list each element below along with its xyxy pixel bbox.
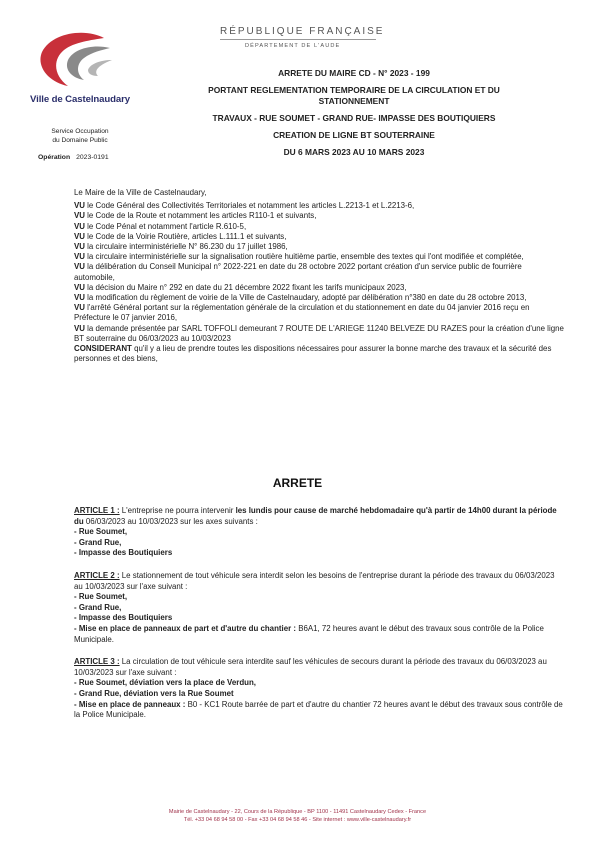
footer-address: Mairie de Castelnaudary - 22, Cours de la République - BP 1100 - 11491 Castelnaudary Cedex - France xyxy=(168,809,427,815)
header-divider xyxy=(220,39,376,40)
arrete-number: ARRETE DU MAIRE CD - N° 2023 - 199 xyxy=(278,68,430,78)
portant-line-2: STATIONNEMENT xyxy=(318,96,390,106)
article-2: ARTICLE 2 : Le stationnement de tout véhicule sera interdit selon les besoins de l'entreprise durant la période des travaux du 06/03/2023 au 10/03/2023 sur l'axe suivant : - Rue Soumet, - Grand Rue, - Impasse des Boutiquiers - Mise en place de panneaux de part et d'autre du chantier : B6A1, 72 heures avant le début des travaux sous contrôle de la Police Municipale. xyxy=(74,571,564,645)
vu-item: VU le Code Pénal et notamment l'article R.610-5, xyxy=(74,221,247,231)
arrete-heading: ARRETE xyxy=(272,476,323,490)
panneaux-line: - Mise en place de panneaux de part et d'autre du chantier : B6A1, 72 heures avant le début des travaux sous contrôle de la Police Municipale. xyxy=(74,623,544,644)
street-item: - Rue Soumet, déviation vers la place de Verdun, xyxy=(74,678,256,688)
city-logo xyxy=(22,30,152,105)
vu-item: VU la décision du Maire n° 292 en date du 21 décembre 2022 fixant les tarifs municipaux 2023, xyxy=(74,282,407,292)
city-name: Ville de Castelnaudary xyxy=(30,94,131,105)
portant-line-1: PORTANT REGLEMENTATION TEMPORAIRE DE LA CIRCULATION ET DU xyxy=(208,85,500,95)
street-item: - Rue Soumet, xyxy=(74,592,128,602)
articles xyxy=(74,506,564,733)
street-item: - Grand Rue, xyxy=(74,602,122,612)
vu-item: VU le Code Général des Collectivités Territoriales et notamment les articles L.2213-1 et L.2213-6, xyxy=(74,201,415,211)
service-label: Service Occupation du Domaine Public xyxy=(51,128,109,144)
vu-item: VU la délibération du Conseil Municipal n° 2022-221 en date du 28 octobre 2022 portant création d'un service public de fourrière automobile, xyxy=(74,262,522,282)
vu-item: VU la modification du règlement de voirie de la Ville de Castelnaudary, adopté par délibération n°380 en date du 28 octobre 2013, xyxy=(74,293,527,303)
street-item: - Impasse des Boutiquiers xyxy=(74,548,173,558)
castelnaudary-logo-icon xyxy=(34,30,118,92)
travaux-line: TRAVAUX - RUE SOUMET - GRAND RUE- IMPASSE DES BOUTIQUIERS xyxy=(212,113,496,123)
republique-header: RÉPUBLIQUE FRANÇAISE xyxy=(220,26,385,37)
intro-line: Le Maire de la Ville de Castelnaudary, xyxy=(74,188,207,197)
creation-line: CREATION DE LIGNE BT SOUTERRAINE xyxy=(273,130,435,140)
street-item: - Grand Rue, déviation vers la Rue Soumet xyxy=(74,688,234,698)
arrete-titles xyxy=(168,68,540,158)
departement-header: DÉPARTEMENT DE L'AUDE xyxy=(245,43,341,49)
street-item: - Grand Rue, xyxy=(74,537,122,547)
vu-item: VU l'arrêté Général portant sur la réglementation générale de la circulation et du stationnement en date du 04 janvier 2016 reçu en Préfecture le 07 janvier 2016, xyxy=(74,303,530,323)
vu-item: VU la demande présentée par SARL TOFFOLI demeurant 7 ROUTE DE L'ARIEGE 11240 BELVEZE DU RAZES pour la création d'une ligne BT souterraine du 06/03/2023 au 10/03/2023 xyxy=(74,323,564,343)
panneaux-line: - Mise en place de panneaux : B0 - KC1 Route barrée de part et d'autre du chantier 72 heures avant le début des travaux sous contrôle de la Police Municipale. xyxy=(74,699,563,720)
article-3: ARTICLE 3 : La circulation de tout véhicule sera interdite sauf les véhicules de secours durant la période des travaux du 06/03/2023 au 10/03/2023 sur l'axe suivant : - Rue Soumet, déviation vers la place de Verdun, - Grand Rue, déviation vers la Rue Soumet - Mise en place de panneaux : B0 - KC1 Route barrée de part et d'autre du chantier 72 heures avant le début des travaux sous contrôle de la Police Municipale. xyxy=(74,657,563,720)
dates-line: DU 6 MARS 2023 AU 10 MARS 2023 xyxy=(283,147,425,157)
footer-contact: Tél. +33 04 68 94 58 00 - Fax +33 04 68 94 58 46 - Site internet : www.ville-castelnaudary.fr xyxy=(183,817,412,823)
considerant-item: CONSIDERANT qu'il y a lieu de prendre toutes les dispositions nécessaires pour assurer la bonne marche des travaux et la sécurité des personnes et des biens, xyxy=(74,344,552,364)
page-footer xyxy=(0,808,595,824)
vu-item: VU la circulaire interministérielle sur la signalisation routière huitième partie, ensemble des textes qui l'ont modifiée et complétée, xyxy=(74,252,524,262)
operation-ref: Opération 2023-0191 xyxy=(38,154,109,161)
preamble xyxy=(74,188,564,364)
street-item: - Rue Soumet, xyxy=(74,527,128,537)
article-1: ARTICLE 1 : L'entreprise ne pourra intervenir les lundis pour cause de marché hebdomadaire qu'à partir de 14h00 durant la période du 06/03/2023 au 10/03/2023 sur les axes suivants : - Rue Soumet, - Grand Rue, - Impasse des Boutiquiers xyxy=(74,506,564,559)
street-item: - Impasse des Boutiquiers xyxy=(74,613,173,623)
vu-item: VU le Code de la Voirie Routière, articles L.111.1 et suivants, xyxy=(74,231,287,241)
vu-item: VU la circulaire interministérielle N° 86.230 du 17 juillet 1986, xyxy=(74,242,288,252)
vu-item: VU le Code de la Route et notamment les articles R110-1 et suivants, xyxy=(74,211,317,221)
